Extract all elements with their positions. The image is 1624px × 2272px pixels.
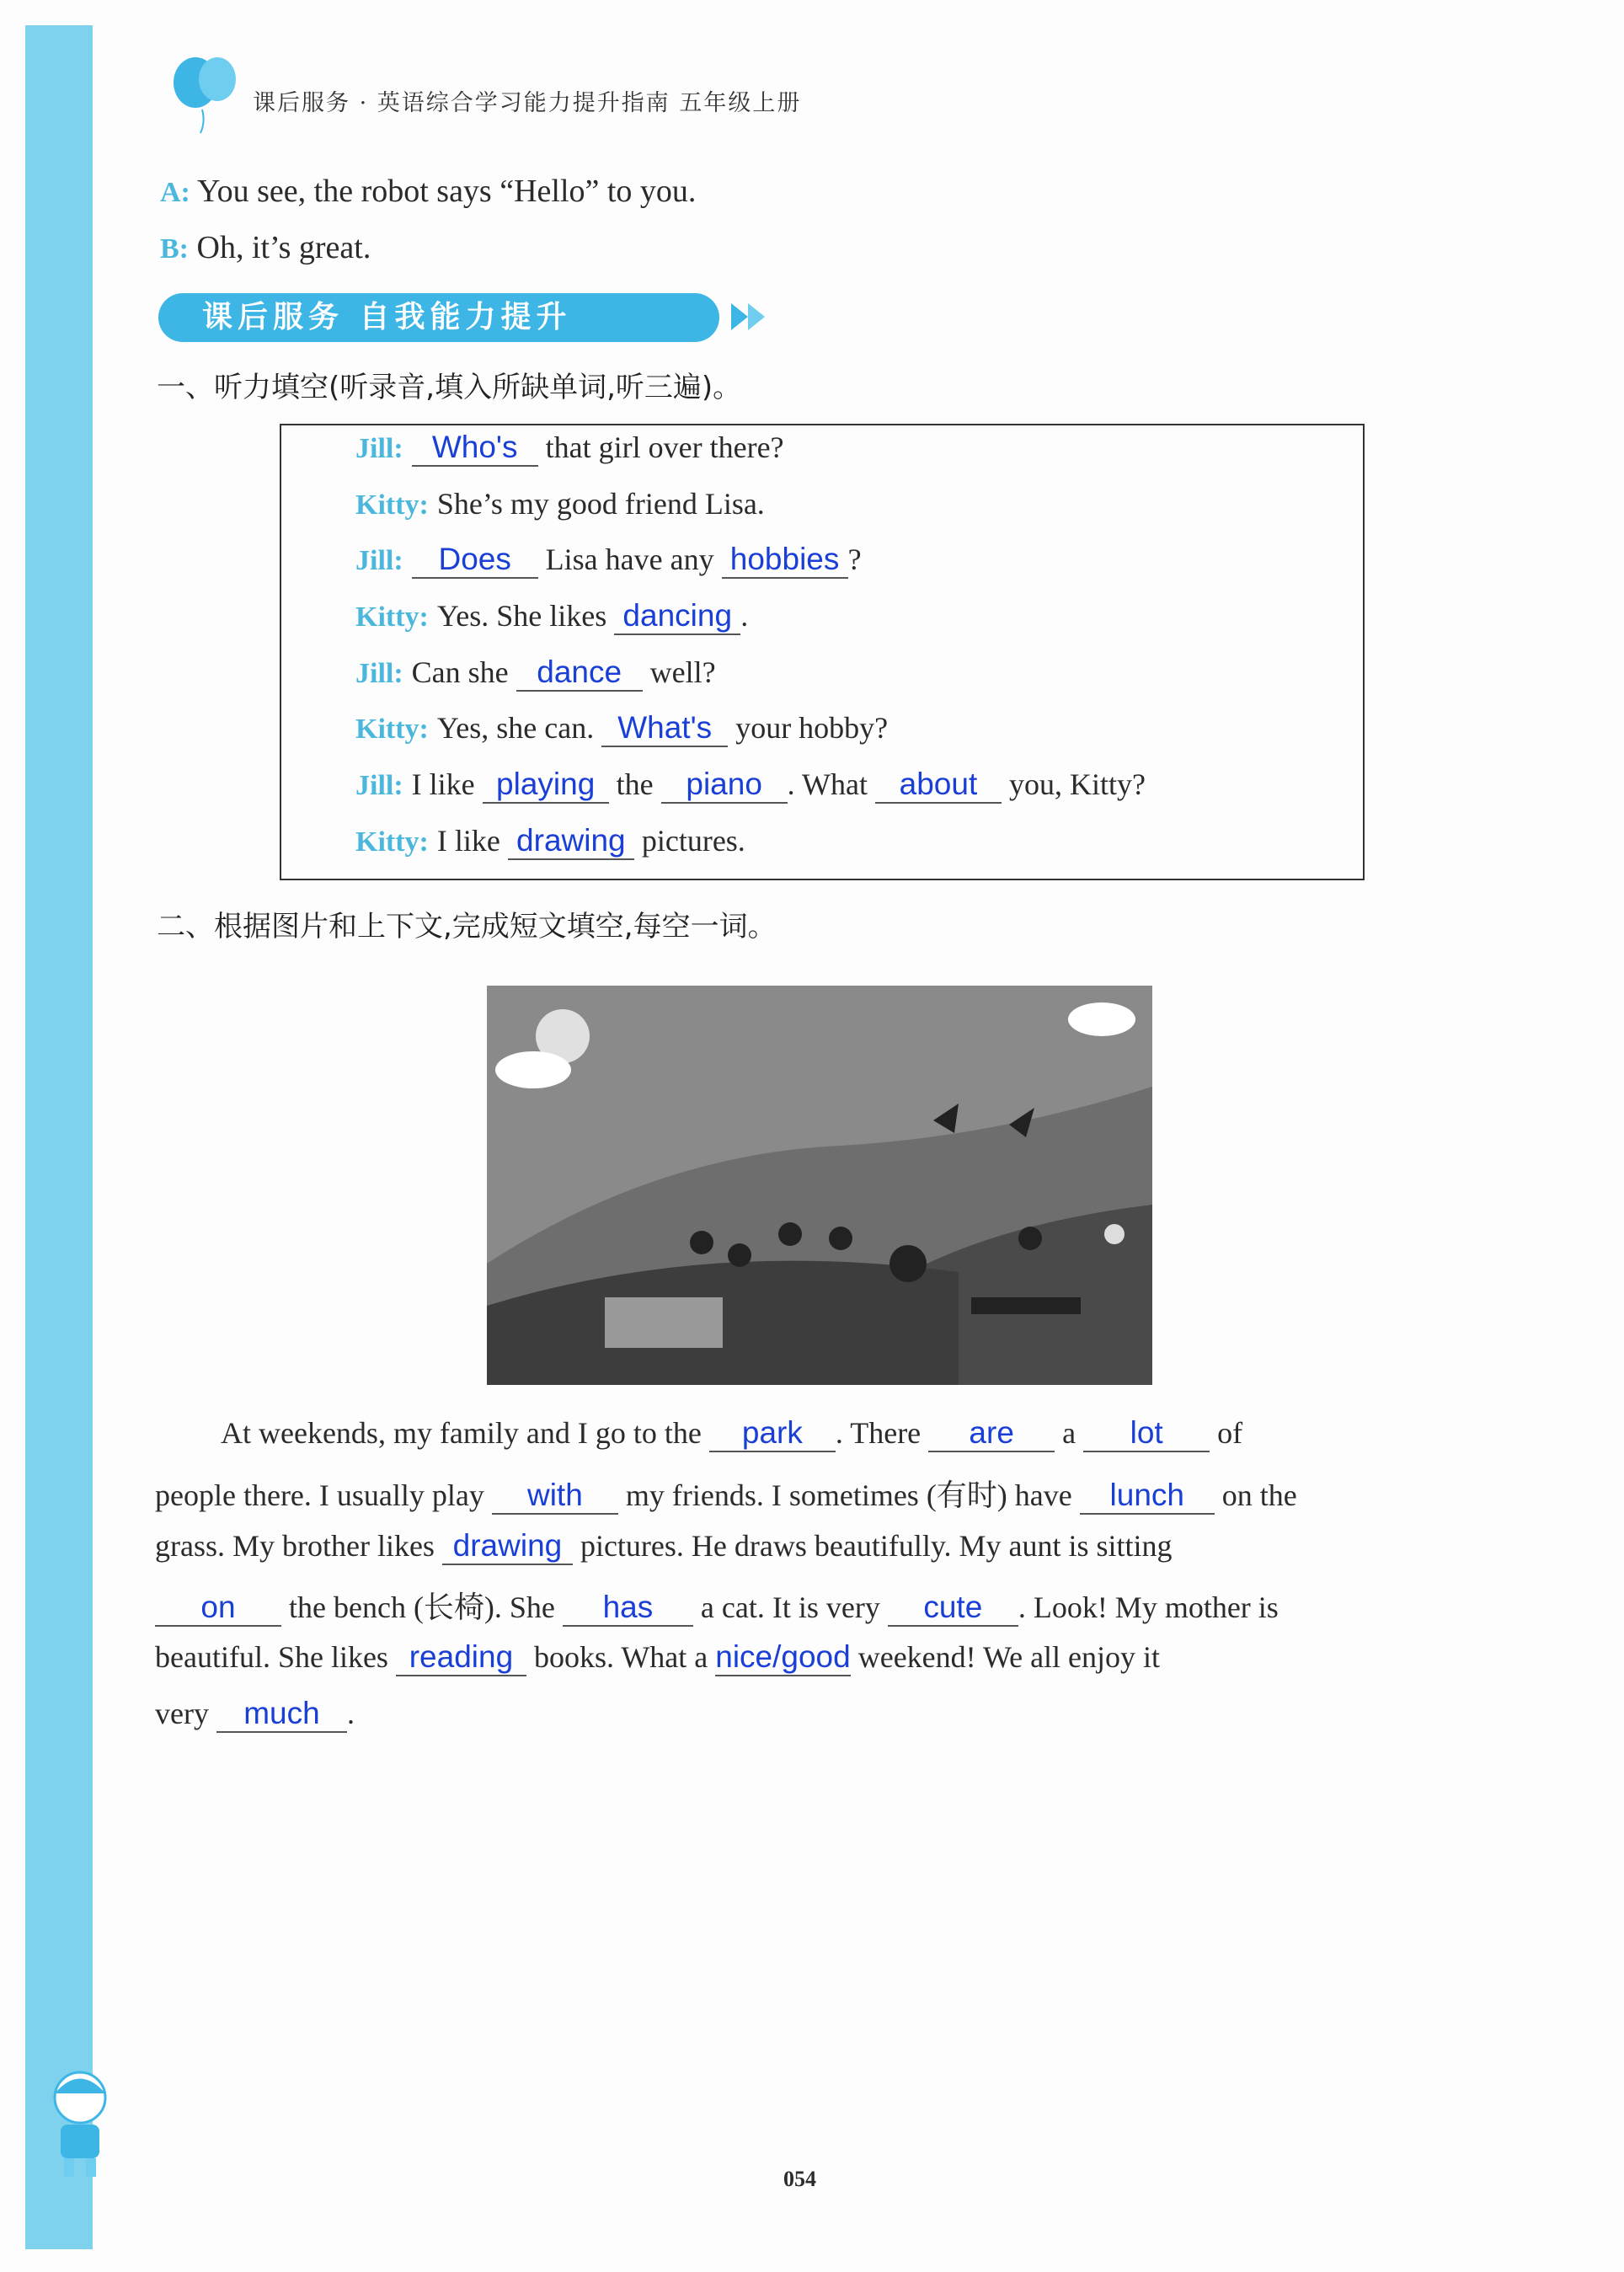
dialogue-text: . [740, 599, 749, 633]
passage-text: of [1210, 1416, 1243, 1450]
speaker-label: A: [160, 177, 190, 208]
section-2-title: 二、根据图片和上下文,完成短文填空,每空一词。 [157, 910, 777, 944]
header-title: 课后服务 · 英语综合学习能力提升指南 五年级上册 [253, 90, 802, 116]
balloons-icon [168, 51, 244, 135]
passage-text: . There [835, 1416, 929, 1450]
dialogue-line [355, 486, 765, 521]
dialogue-text: your hobby? [728, 711, 889, 745]
speaker-label: Kitty: [355, 601, 429, 633]
answer-blank: What's [601, 711, 728, 747]
dialogue-line [355, 655, 716, 692]
answer-blank: about [875, 767, 1002, 804]
page-number: 054 [783, 2167, 816, 2191]
answer-blank: cute [888, 1590, 1018, 1627]
answer-blank: has [563, 1590, 693, 1627]
passage-text: a cat. It is very [692, 1590, 888, 1624]
passage-line [155, 1639, 1160, 1676]
answer-blank: are [928, 1416, 1055, 1452]
passage-text: . [346, 1697, 355, 1730]
dialogue-text: Yes. She likes [436, 599, 615, 633]
dialogue-line [355, 430, 784, 467]
passage-text: a [1055, 1416, 1084, 1450]
speaker-label: Kitty: [355, 714, 429, 745]
dialogue-text: well? [642, 655, 716, 689]
speaker-label: Jill: [355, 770, 403, 801]
answer-blank: lunch [1080, 1478, 1215, 1515]
passage-text: . Look! My mother is [1018, 1590, 1279, 1624]
dialogue-text: the [608, 767, 661, 801]
passage-text: people there. I usually play [155, 1478, 492, 1512]
cartoon-boy-icon [34, 2064, 126, 2182]
answer-blank: dancing [614, 599, 740, 635]
section-banner: 课后服务 自我能力提升 [158, 293, 719, 342]
speaker-label: Kitty: [355, 826, 429, 858]
intro-text: You see, the robot says “Hello” to you. [196, 174, 697, 209]
answer-blank: Who's [412, 430, 538, 467]
answer-blank: drawing [508, 824, 634, 860]
intro-text: Oh, it’s great. [196, 230, 371, 265]
intro-line-b [160, 229, 371, 266]
dialogue-text: you, Kitty? [1001, 767, 1146, 801]
passage-line [155, 1528, 1173, 1565]
dialogue-text: I like [411, 767, 483, 801]
dialogue-line [355, 767, 1146, 804]
passage-line [155, 1584, 1279, 1627]
dialogue-text: Lisa have any [537, 543, 722, 576]
passage-text: beautiful. She likes [155, 1640, 396, 1674]
passage-text: on the [1214, 1478, 1297, 1512]
park-scene-image [487, 986, 1152, 1385]
answer-blank: on [155, 1590, 281, 1627]
passage-text: At weekends, my family and I go to the [221, 1416, 709, 1450]
answer-blank: with [492, 1478, 618, 1515]
dialogue-text: . What [787, 767, 875, 801]
answer-blank: lot [1083, 1416, 1210, 1452]
answer-blank: dance [516, 655, 643, 692]
dialogue-line [355, 710, 888, 747]
answer-blank: nice/good [715, 1640, 850, 1676]
dialogue-line [355, 823, 745, 860]
passage-text: books. What a [526, 1640, 716, 1674]
speaker-label: Jill: [355, 658, 403, 689]
answer-blank: reading [396, 1640, 526, 1676]
side-decoration-strip [25, 25, 93, 2249]
answer-blank: piano [661, 767, 788, 804]
passage-line [155, 1472, 1297, 1515]
double-arrow-icon [729, 300, 770, 334]
speaker-label: Jill: [355, 545, 403, 576]
answer-blank: park [709, 1416, 836, 1452]
dialogue-text: Can she [411, 655, 516, 689]
dialogue-text: pictures. [633, 824, 745, 858]
dialogue-text: ? [847, 543, 862, 576]
dialogue-line [355, 542, 862, 579]
dialogue-box [280, 424, 1365, 880]
dialogue-text: that girl over there? [537, 430, 784, 464]
speaker-label: Jill: [355, 433, 403, 464]
passage-text: weekend! We all enjoy it [850, 1640, 1161, 1674]
passage-line [155, 1696, 355, 1733]
dialogue-text: Yes, she can. [436, 711, 602, 745]
intro-line-a [160, 173, 696, 210]
answer-blank: much [216, 1697, 347, 1733]
speaker-label: B: [160, 233, 189, 265]
section-1-title: 一、听力填空(听录音,填入所缺单词,听三遍)。 [157, 371, 742, 404]
answer-blank: Does [412, 543, 538, 579]
dialogue-text: I like [436, 824, 508, 858]
speaker-label: Kitty: [355, 489, 429, 521]
answer-blank: playing [483, 767, 609, 804]
passage-text: grass. My brother likes [155, 1529, 442, 1563]
dialogue-text: She’s my good friend Lisa. [436, 487, 765, 521]
passage-text: very [155, 1697, 216, 1730]
passage-line [221, 1415, 1242, 1452]
dialogue-line [355, 598, 748, 635]
answer-blank: drawing [442, 1529, 573, 1565]
passage-text: pictures. He draws beautifully. My aunt is sitting [572, 1529, 1173, 1563]
passage-text: the bench (长椅). She [281, 1590, 563, 1624]
answer-blank: hobbies [722, 543, 848, 579]
passage-text: my friends. I sometimes (有时) have [617, 1478, 1080, 1512]
